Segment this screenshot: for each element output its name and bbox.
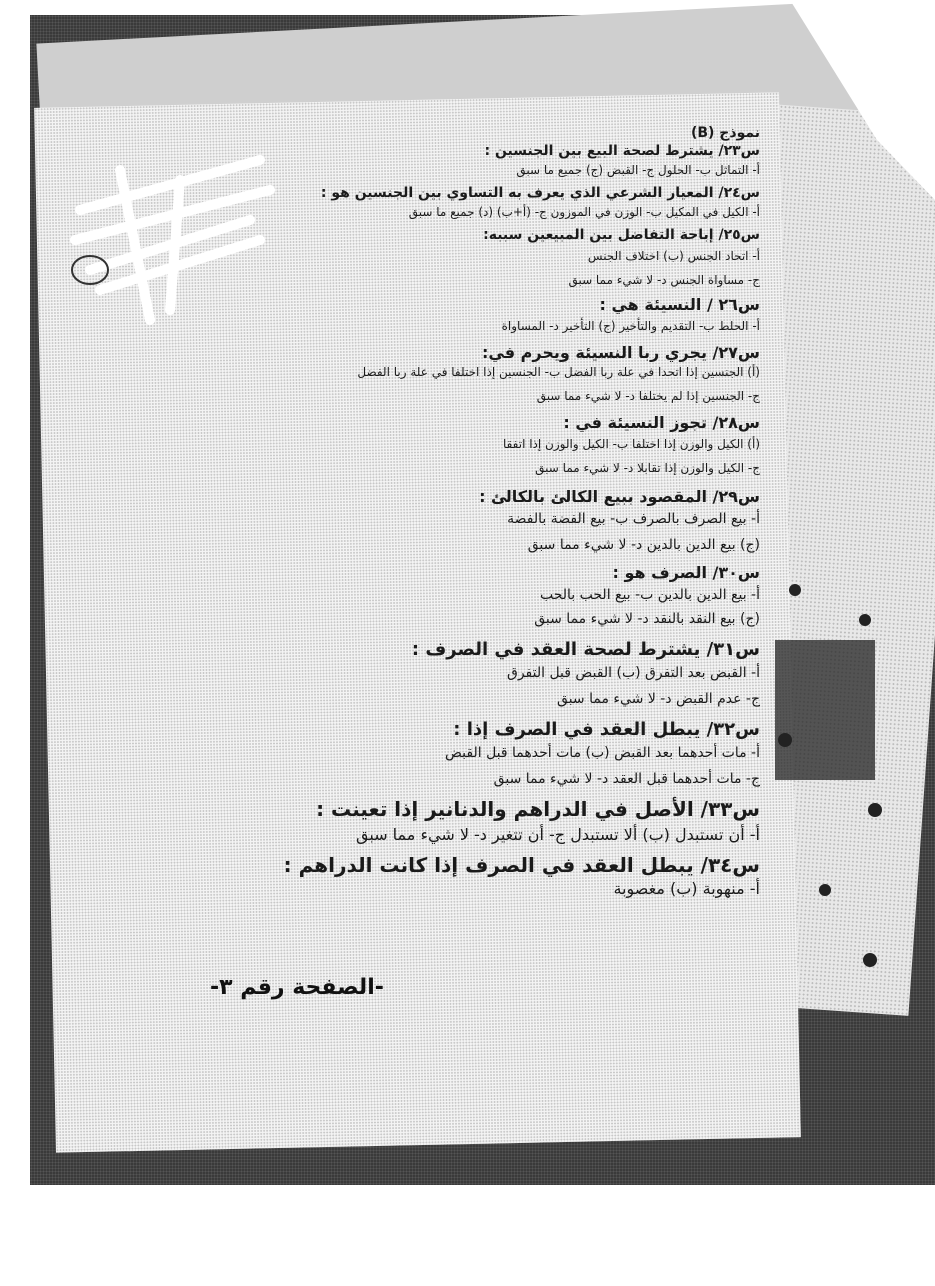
answer-sheet-marks xyxy=(765,560,895,1030)
answer-options-line: أ- منهوبة (ب) مغصوبة xyxy=(613,879,760,898)
answer-options-line: أ- أن تستبدل (ب) ألا تستبدل ج- أن تتغير د- لا شيء مما سبق xyxy=(356,825,760,844)
question-line: س٢٣/ يشترط لصحة البيع بين الجنسين : xyxy=(484,143,760,159)
answer-options-line: أ- بيع الدين بالدين ب- بيع الحب بالحب xyxy=(539,587,760,603)
answer-options-line: أ- مات أحدهما بعد القبض (ب) مات أحدهما قبل القبض xyxy=(445,745,760,761)
question-line: س٢٤/ المعيار الشرعي الذي يعرف به التساوي بين الجنسين هو : xyxy=(320,185,760,201)
question-line: س٢٧/ يجري ربا النسيئة ويحرم في: xyxy=(482,343,760,362)
answer-options-line: (ج) بيع الدين بالدين د- لا شيء مما سبق xyxy=(527,537,760,553)
answer-options-line: أ- التماثل ب- الحلول ج- القبض (ج) جميع ما سبق xyxy=(516,163,760,177)
answer-options-line: ج- مات أحدهما قبل العقد د- لا شيء مما سبق xyxy=(493,771,760,787)
answer-options-line: (أ) الكيل والوزن إذا اختلفا ب- الكيل والوزن إذا اتفقا xyxy=(502,437,760,451)
answer-options-line: أ- الحلط ب- التقديم والتأخير (ج) التأخير د- المساواة xyxy=(501,319,760,333)
answer-options-line: أ- القبض بعد التفرق (ب) القبض قبل التفرق xyxy=(506,665,760,681)
question-line: س٢٥/ إباحة التفاضل بين المبيعين سببه: xyxy=(483,227,760,243)
answer-options-line: أ- بيع الصرف بالصرف ب- بيع الفضة بالفضة xyxy=(507,511,760,527)
question-line: س٢٩/ المقصود ببيع الكالئ بالكالئ : xyxy=(479,487,760,506)
answer-options-line: أ- اتحاد الجنس (ب) اختلاف الجنس xyxy=(587,249,760,263)
question-line: س٣١/ يشترط لصحة العقد في الصرف : xyxy=(411,639,760,660)
question-line: س٣٤/ يبطل العقد في الصرف إذا كانت الدراهم : xyxy=(283,853,760,877)
answer-options-line: (ج) بيع النقد بالنقد د- لا شيء مما سبق xyxy=(534,611,760,627)
answer-options-line: ج- الكيل والوزن إذا تقابلا د- لا شيء مما سبق xyxy=(535,461,760,475)
form-header: نموذج (B) xyxy=(690,125,760,141)
page-number: -الصفحة رقم ٣- xyxy=(210,975,384,1000)
question-line: س٢٦ / النسيئة هي : xyxy=(599,295,760,314)
answer-options-line: ج- عدم القبض د- لا شيء مما سبق xyxy=(557,691,760,707)
exam-content xyxy=(170,125,760,1025)
answer-options-line: ج- مساواة الجنس د- لا شيء مما سبق xyxy=(568,273,760,287)
answer-options-line: ج- الجنسين إذا لم يختلفا د- لا شيء مما سبق xyxy=(536,389,760,403)
question-line: س٣٣/ الأصل في الدراهم والدنانير إذا تعينت : xyxy=(316,797,760,821)
answer-options-line: أ- الكيل في المكيل ب- الوزن في الموزون ج- (أ+ب) (د) جميع ما سبق xyxy=(408,205,760,219)
answer-options-line: (أ) الجنسين إذا اتحدا في علة ربا الفضل ب- الجنسين إذا اختلفا في علة ربا الفضل xyxy=(357,365,760,379)
question-line: س٣٢/ يبطل العقد في الصرف إذا : xyxy=(453,719,760,740)
question-line: س٢٨/ تجوز النسيئة في : xyxy=(563,413,760,432)
question-line: س٣٠/ الصرف هو : xyxy=(612,563,760,582)
